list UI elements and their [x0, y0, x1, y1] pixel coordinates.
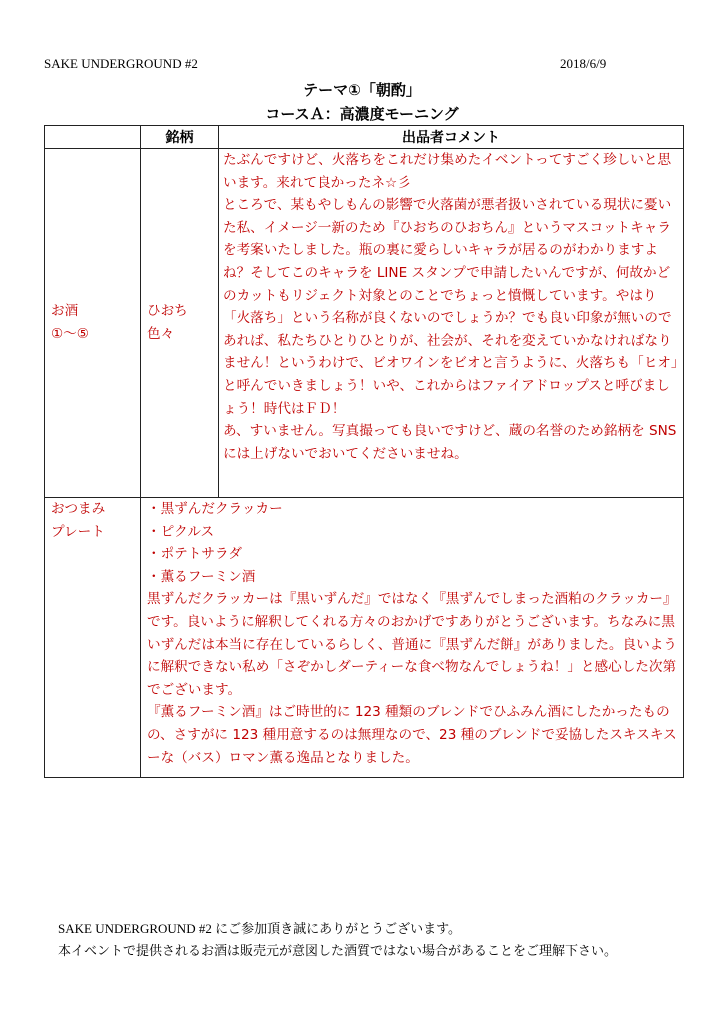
event-name: SAKE UNDERGROUND #2	[44, 56, 198, 71]
plate-item: ・ポテトサラダ	[147, 546, 243, 563]
plate-item: ・薫るフーミン酒	[147, 568, 256, 585]
comment-paragraph: あ、すいません。写真撮っても良いですけど、蔵の名誉のため銘柄を SNS には上げないでおいてくださいませね。	[223, 423, 677, 462]
course-title: コースＡ：高濃度モーニング	[265, 105, 459, 123]
category-label: おつまみ	[51, 501, 106, 517]
event-date: 2018/6/9	[560, 56, 607, 71]
table-header-row	[45, 126, 684, 149]
footer-disclaimer: 本イベントで提供されるお酒は販売元が意図した酒質ではない場合があることをご理解下さい。	[58, 943, 618, 958]
comment-paragraph: 『薫るフーミン酒』はご時世的に 123 種類のブレンドでひふみん酒にしたかったものの、さすがに 123 種用意するのは無理なので、23 種のブレンドで妥協したスキスキスーな（バス）ロマン薫る逸品となりました。	[147, 704, 677, 766]
snack-plate-cell	[141, 498, 684, 778]
category-label: お酒	[51, 303, 79, 320]
comment-cell	[219, 149, 684, 498]
category-cell	[45, 498, 141, 778]
comment-paragraph: たぶんですけど、火落ちをこれだけ集めたイベントってすごく珍しいと思います。来れて良かったネ☆彡	[223, 152, 672, 191]
footer-notice	[58, 918, 617, 962]
category-sublabel: プレート	[51, 523, 105, 540]
category-cell	[45, 149, 141, 498]
column-header-category	[45, 126, 141, 149]
menu-table	[44, 125, 684, 778]
plate-item: ・黒ずんだクラッカー	[147, 501, 283, 517]
brand-variety: 色々	[147, 326, 175, 342]
table-row-sake	[45, 149, 684, 498]
brand-name: ひおち	[147, 303, 188, 320]
table-row-snacks	[45, 498, 684, 778]
comment-paragraph: ところで、某もやしもんの影響で火落菌が悪者扱いされている現状に憂いた私、イメージ一新のため『ひおちのひおちん』というマスコットキャラを考案いたしました。瓶の裏に愛らしいキャラが居るのがわかりますよね？そしてこのキャラを LINE スタンプで申請したいんですが、何故かどのカットもリジェクト対象とのことでちょっと憤慨しています。やはり「火落ち」という名称が良くないのでしょうか？でも良い印象が無いのであれば、私たちひとりひとりが、社会が、それを変えていかなければなりません！というわけで、ビオワインをビオと言うように、火落ちも「ヒオ」と呼んでいきましょう！いや、これからはファイアドロップスと呼びましょう！時代はＦＤ！	[223, 197, 678, 417]
theme-title: テーマ①「朝酌」	[303, 81, 421, 99]
column-header-comment: 出品者コメント	[219, 126, 684, 149]
footer-thanks: SAKE UNDERGROUND #2 にご参加頂き誠にありがとうございます。	[58, 921, 462, 936]
comment-paragraph: 黒ずんだクラッカーは『黒いずんだ』ではなく『黒ずんでしまった酒粕のクラッカー』です。良いように解釈してくれる方々のおかげですありがとうございます。ちなみに黒いずんだは本当に存在しているらしく、普通に『黒ずんだ餅』がありました。良いように解釈できない私め「さぞかしダーティーな食べ物なんでしょうね！」と感心した次第でございます。	[147, 591, 677, 698]
plate-item: ・ピクルス	[147, 523, 215, 540]
category-sublabel: ①～⑤	[51, 326, 89, 342]
column-header-brand: 銘柄	[141, 126, 219, 149]
brand-cell	[141, 149, 219, 498]
